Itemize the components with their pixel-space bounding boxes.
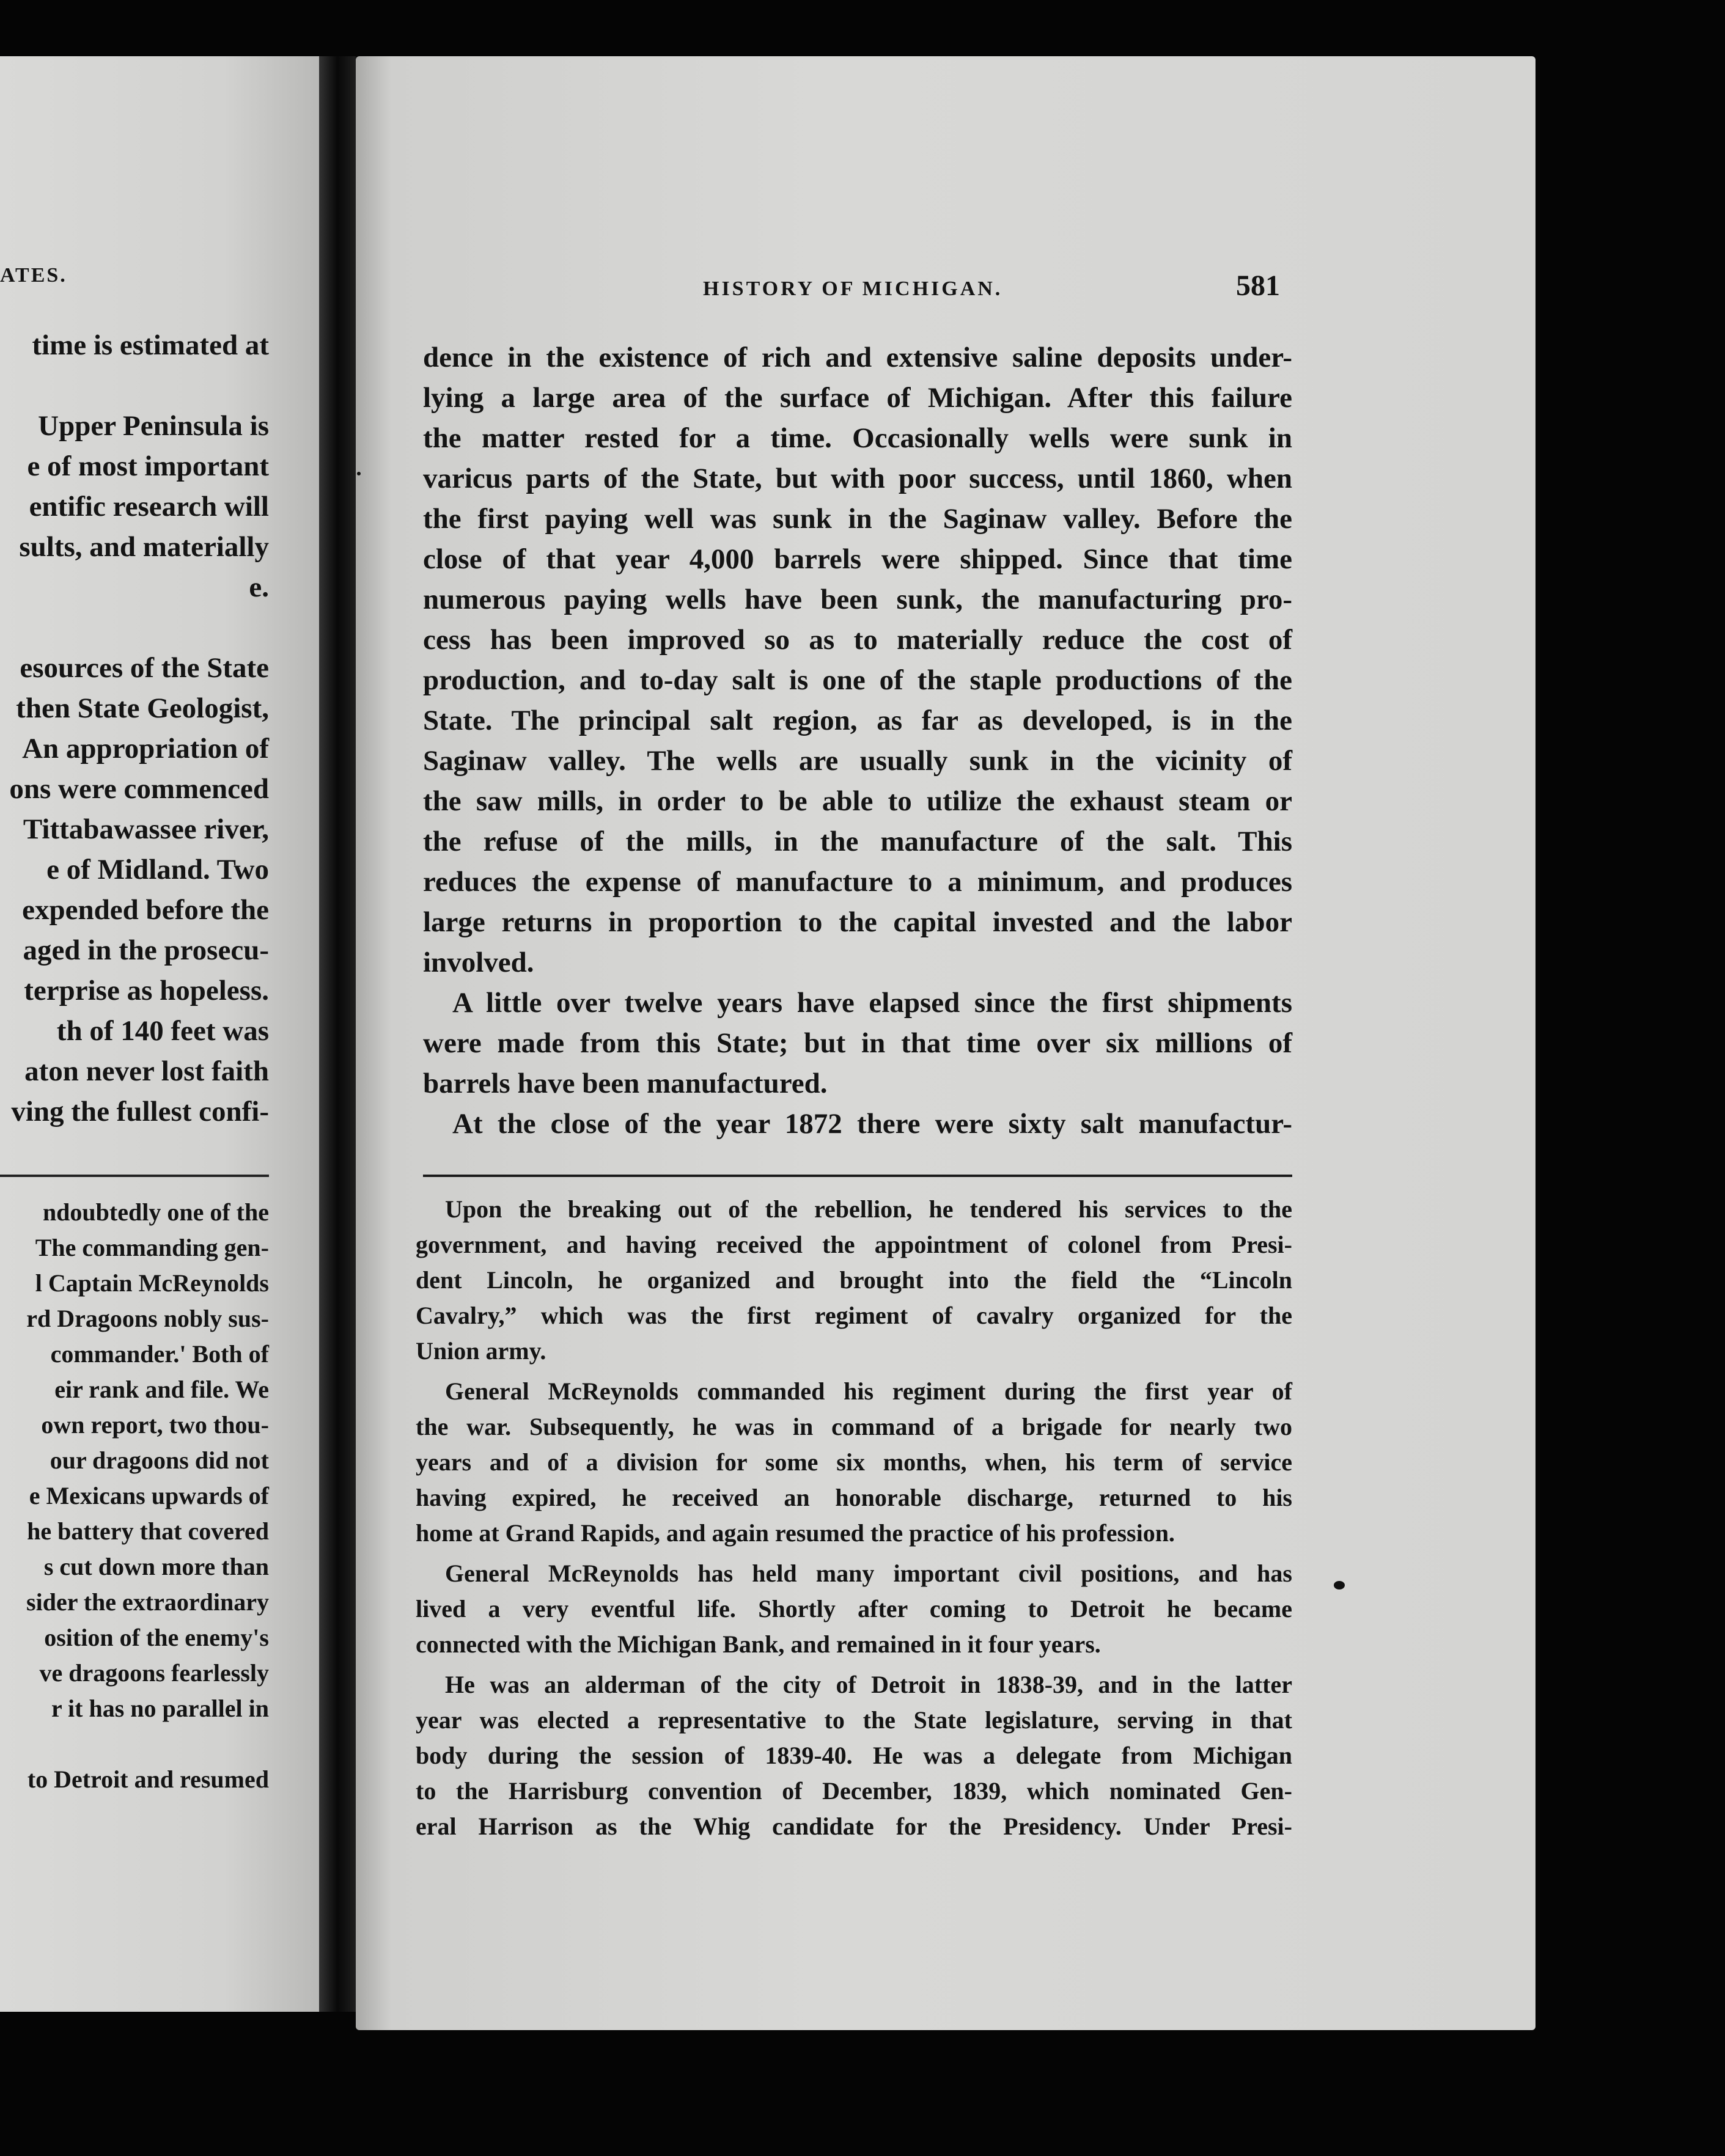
text-line: dence in the existence of rich and extensive saline deposits under- (423, 342, 1292, 373)
left-text-fragment: e of Midland. Two (46, 854, 269, 886)
footnote-paragraph (416, 1374, 1292, 1551)
footnote-line: body during the session of 1839-40. He was a delegate from Michigan (416, 1742, 1292, 1769)
footnote-line: General McReynolds commanded his regiment during the first year of (445, 1377, 1292, 1405)
footnote-line: year was elected a representative to the State legislature, serving in that (416, 1706, 1292, 1734)
left-footnote-fragment: he battery that covered (27, 1517, 269, 1545)
left-text-fragment: then State Geologist, (16, 692, 269, 724)
left-text-fragment: ving the fullest confi- (11, 1096, 269, 1128)
page-number: 581 (1236, 270, 1280, 302)
scan-speck (357, 472, 361, 475)
footnote-paragraph (416, 1556, 1292, 1662)
text-line: barrels have been manufactured. (423, 1068, 828, 1099)
left-footnote-fragment: e Mexicans upwards of (29, 1482, 269, 1509)
footnote-line: to the Harrisburg convention of December, 1839, which nominated Gen- (416, 1777, 1292, 1805)
text-line: the first paying well was sunk in the Saginaw valley. Before the (423, 503, 1292, 535)
right-page (356, 56, 1536, 2030)
left-text-fragment: entific research will (29, 491, 269, 522)
left-footnote-fragment: s cut down more than (43, 1553, 269, 1580)
text-line: were made from this State; but in that time over six millions of (423, 1027, 1292, 1059)
left-text-fragment: esources of the State (20, 652, 269, 684)
left-page (0, 56, 319, 2012)
paragraph-3 (423, 1104, 1292, 1144)
left-text-fragment: time is estimated at (32, 329, 269, 361)
left-text-fragment: Upper Peninsula is (38, 410, 269, 442)
left-text-fragment: aged in the prosecu- (23, 934, 269, 966)
text-line: Saginaw valley. The wells are usually sunk in the vicinity of (423, 745, 1292, 777)
footnote-line: Union army. (416, 1337, 546, 1365)
left-text-fragment: sults, and materially (19, 531, 269, 563)
text-line: At the close of the year 1872 there were sixty salt manufactur- (452, 1108, 1292, 1140)
left-running-head-fragment: ATES. (0, 264, 67, 287)
left-text-fragment: th of 140 feet was (56, 1015, 269, 1047)
left-text-fragment: e. (249, 571, 269, 603)
footnote-line: Upon the breaking out of the rebellion, he tendered his services to the (445, 1195, 1292, 1223)
scan-speck (1334, 1581, 1345, 1590)
text-line: cess has been improved so as to materially reduce the cost of (423, 624, 1292, 656)
left-footnote-fragment: to Detroit and resumed (27, 1766, 269, 1793)
left-text-fragment: expended before the (22, 894, 269, 926)
footnote-line: lived a very eventful life. Shortly after coming to Detroit he became (416, 1595, 1292, 1623)
text-line: the saw mills, in order to be able to utilize the exhaust steam or (423, 785, 1292, 817)
footnote-paragraph (416, 1667, 1292, 1844)
left-text-fragment: An appropriation of (22, 733, 269, 765)
footnote-line: General McReynolds has held many important civil positions, and has (445, 1560, 1292, 1587)
left-footnote-fragment: The commanding gen- (35, 1234, 269, 1261)
text-line: large returns in proportion to the capital invested and the labor (423, 906, 1292, 938)
left-footnote-fragment: ve dragoons fearlessly (39, 1659, 269, 1687)
left-footnote-fragment: r it has no parallel in (51, 1695, 269, 1722)
footnote-line: dent Lincoln, he organized and brought into the field the “Lincoln (416, 1266, 1292, 1294)
text-line: involved. (423, 947, 534, 978)
paragraph-1 (423, 337, 1292, 983)
footnotes (416, 1192, 1292, 1849)
text-line: State. The principal salt region, as far as developed, is in the (423, 705, 1292, 736)
left-footnote-rule (0, 1175, 269, 1177)
footnote-line: He was an alderman of the city of Detroit in 1838-39, and in the latter (445, 1671, 1292, 1698)
left-text-fragment: terprise as hopeless. (24, 975, 269, 1007)
text-line: numerous paying wells have been sunk, the manufacturing pro- (423, 584, 1292, 615)
text-line: the matter rested for a time. Occasionally wells were sunk in (423, 422, 1292, 454)
footnote-line: connected with the Michigan Bank, and remained in it four years. (416, 1630, 1101, 1658)
text-line: the refuse of the mills, in the manufacture of the salt. This (423, 826, 1292, 857)
left-text-fragment: ons were commenced (9, 773, 269, 805)
text-line: varicus parts of the State, but with poor success, until 1860, when (423, 463, 1292, 494)
text-line: A little over twelve years have elapsed since the first shipments (452, 987, 1292, 1019)
main-text (423, 337, 1292, 1144)
left-footnote-fragment: ndoubtedly one of the (42, 1198, 269, 1226)
left-footnote-fragment: l Captain McReynolds (35, 1269, 269, 1297)
left-text-fragment: Tittabawassee river, (23, 813, 269, 845)
left-footnote-fragment: eir rank and file. We (54, 1376, 269, 1403)
left-footnote-fragment: commander.' Both of (50, 1340, 269, 1368)
book-gutter (319, 56, 356, 2012)
text-line: close of that year 4,000 barrels were shipped. Since that time (423, 543, 1292, 575)
left-footnote-fragment: our dragoons did not (50, 1447, 269, 1474)
footnote-line: Cavalry,” which was the first regiment of cavalry organized for the (416, 1302, 1292, 1329)
paragraph-2 (423, 983, 1292, 1104)
text-line: reduces the expense of manufacture to a minimum, and produces (423, 866, 1292, 898)
text-line: lying a large area of the surface of Michigan. After this failure (423, 382, 1292, 414)
left-text-fragment: aton never lost faith (24, 1055, 269, 1087)
footnote-line: eral Harrison as the Whig candidate for the Presidency. Under Presi- (416, 1813, 1292, 1840)
left-footnote-fragment: sider the extraordinary (26, 1588, 269, 1616)
left-footnote-fragment: rd Dragoons nobly sus- (26, 1305, 269, 1332)
left-footnote-fragment: own report, two thou- (41, 1411, 269, 1439)
footnote-line: the war. Subsequently, he was in command of a brigade for nearly two (416, 1413, 1292, 1440)
footnote-rule (423, 1175, 1292, 1177)
left-footnote-fragment: osition of the enemy's (44, 1624, 269, 1651)
footnote-line: having expired, he received an honorable discharge, returned to his (416, 1484, 1292, 1511)
left-text-fragment: e of most important (27, 450, 269, 482)
footnote-paragraph (416, 1192, 1292, 1369)
text-line: production, and to-day salt is one of the staple productions of the (423, 664, 1292, 696)
footnote-line: government, and having received the appointment of colonel from Presi- (416, 1231, 1292, 1258)
running-head: HISTORY OF MICHIGAN. (703, 277, 1003, 300)
footnote-line: home at Grand Rapids, and again resumed the practice of his profession. (416, 1519, 1175, 1547)
footnote-line: years and of a division for some six months, when, his term of service (416, 1448, 1292, 1476)
